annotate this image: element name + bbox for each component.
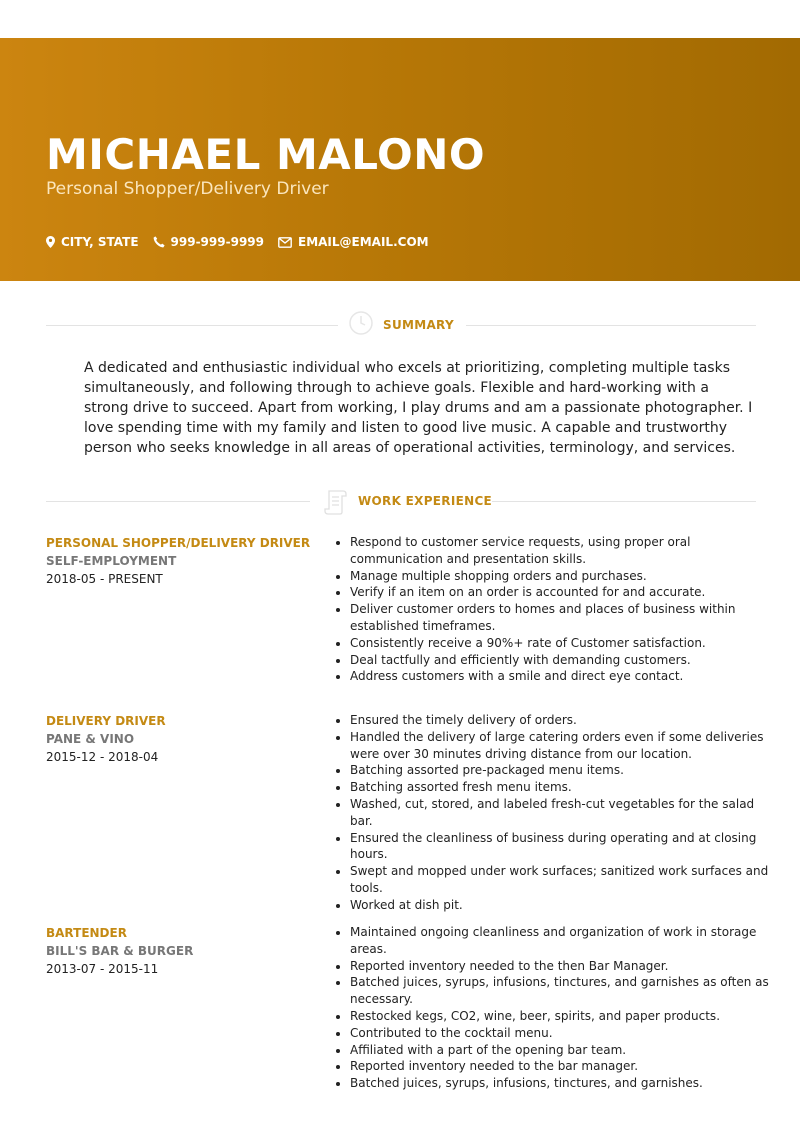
job-duty: • Batched juices, syrups, infusions, tinctures, and garnishes. (350, 1075, 770, 1092)
job-duty: • Restocked kegs, CO2, wine, beer, spirits, and paper products. (350, 1008, 770, 1025)
job-duty: • Respond to customer service requests, using proper oral communication and presentation skills. (350, 534, 770, 568)
divider-line (492, 501, 756, 502)
job-dates: 2015-12 - 2018-04 (46, 750, 159, 764)
job-duty: • Reported inventory needed to the bar manager. (350, 1058, 770, 1075)
envelope-icon (278, 237, 292, 248)
job-duty: • Verify if an item on an order is accounted for and accurate. (350, 584, 770, 601)
job-meta (46, 534, 326, 588)
clock-icon (348, 310, 374, 336)
job-duty: • Ensured the timely delivery of orders. (350, 712, 770, 729)
summary-text: A dedicated and enthusiastic individual who excels at prioritizing, completing multiple tasks simultaneously, and following through to achieve goals. Flexible and hard-working with a strong drive to succeed. Apart from working, I play drums and am a passionate photographer. I love spending time with my family and listen to good live music. A capable and trustworthy person who seeks knowledge in all areas of operational activities, terminology, and services. (84, 360, 753, 456)
phone-text: 999-999-9999 (170, 235, 264, 249)
job-duty: • Washed, cut, stored, and labeled fresh-cut vegetables for the salad bar. (350, 796, 770, 830)
job-duty: • Address customers with a smile and direct eye contact. (350, 668, 770, 685)
contact-email (278, 235, 429, 249)
job-dates: 2013-07 - 2015-11 (46, 962, 159, 976)
job-duty: • Reported inventory needed to the then Bar Manager. (350, 958, 770, 975)
job-duty: • Manage multiple shopping orders and purchases. (350, 568, 770, 585)
job-duty: • Affiliated with a part of the opening bar team. (350, 1042, 770, 1059)
job-dates: 2018-05 - PRESENT (46, 572, 163, 586)
job-duty: • Ensured the cleanliness of business during operating and at closing hours. (350, 830, 770, 864)
job-duty: • Handled the delivery of large catering orders even if some deliveries were over 30 minutes driving distance from our location. (350, 729, 770, 763)
job-duties-list (336, 534, 770, 685)
experience-heading-label: WORK EXPERIENCE (358, 494, 493, 508)
contact-bar (46, 235, 443, 249)
candidate-title: Personal Shopper/Delivery Driver (46, 179, 329, 199)
divider-line (46, 325, 338, 326)
job-meta (46, 712, 326, 766)
job-company: SELF-EMPLOYMENT (46, 554, 177, 568)
scroll-icon (322, 488, 350, 516)
contact-location (46, 235, 139, 249)
job-title: DELIVERY DRIVER (46, 714, 166, 728)
job-duties-list (336, 924, 770, 1092)
location-text: CITY, STATE (61, 235, 139, 249)
job-title: PERSONAL SHOPPER/DELIVERY DRIVER (46, 536, 311, 550)
job-duty: • Deal tactfully and efficiently with demanding customers. (350, 652, 770, 669)
summary-heading-label: SUMMARY (383, 318, 454, 332)
job-duty: • Swept and mopped under work surfaces; sanitized work surfaces and tools. (350, 863, 770, 897)
job-duties-list (336, 712, 770, 914)
resume-header (0, 38, 800, 281)
job-duty: • Deliver customer orders to homes and places of business within established timeframes. (350, 601, 770, 635)
map-pin-icon (46, 236, 55, 248)
job-duty: • Maintained ongoing cleanliness and organization of work in storage areas. (350, 924, 770, 958)
experience-heading (46, 492, 756, 512)
job-duty: • Contributed to the cocktail menu. (350, 1025, 770, 1042)
candidate-name: MICHAEL MALONO (46, 130, 486, 179)
job-meta (46, 924, 326, 978)
job-company: PANE & VINO (46, 732, 135, 746)
job-duty: • Batching assorted pre-packaged menu items. (350, 762, 770, 779)
email-text: EMAIL@EMAIL.COM (298, 235, 429, 249)
job-duty: • Consistently receive a 90%+ rate of Customer satisfaction. (350, 635, 770, 652)
job-duty: • Worked at dish pit. (350, 897, 770, 914)
contact-phone (153, 235, 264, 249)
job-duty: • Batching assorted fresh menu items. (350, 779, 770, 796)
job-title: BARTENDER (46, 926, 127, 940)
phone-icon (153, 236, 165, 248)
divider-line (46, 501, 310, 502)
job-company: BILL'S BAR & BURGER (46, 944, 194, 958)
summary-heading (46, 316, 756, 336)
divider-line (466, 325, 756, 326)
job-duty: • Batched juices, syrups, infusions, tinctures, and garnishes as often as necessary. (350, 974, 770, 1008)
